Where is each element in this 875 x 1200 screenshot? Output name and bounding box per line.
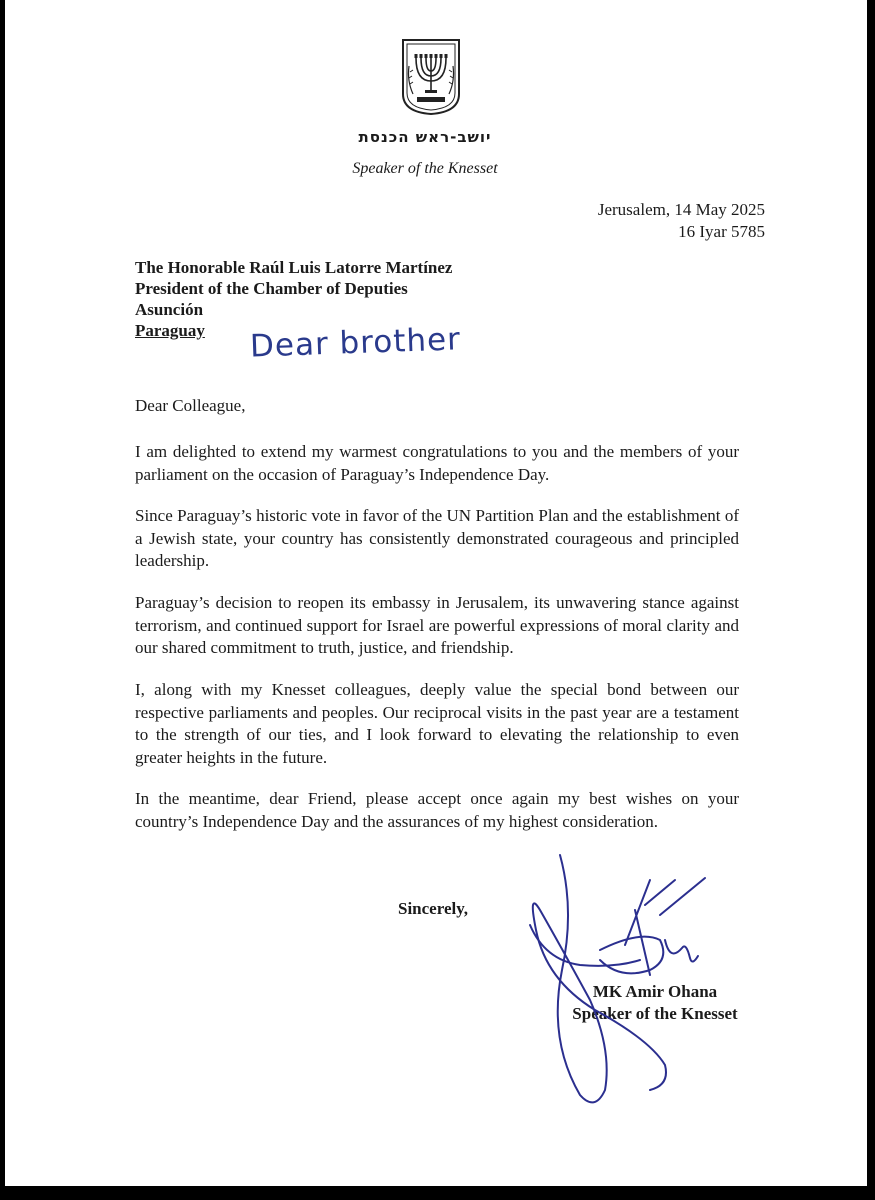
handwritten-note: Dear brother <box>249 321 462 365</box>
scan-edge-right <box>867 0 875 1200</box>
date-gregorian: Jerusalem, 14 May 2025 <box>597 200 765 219</box>
recipient-name: The Honorable Raúl Luis Latorre Martínez <box>135 258 453 277</box>
hebrew-title: יושב-ראש הכנסת <box>358 128 492 146</box>
signatory-name: MK Amir Ohana <box>592 982 718 1001</box>
body-paragraph-3: Paraguay’s decision to reopen its embassy in Jerusalem, its unwavering stance against terrorism, and continued support for Israel are powerful expressions of moral clarity and our shared commitment to truth, justice, and friendship. <box>135 593 739 657</box>
signature-icon <box>500 850 760 1110</box>
recipient-city: Asunción <box>135 300 204 319</box>
scan-edge-left <box>0 0 5 1200</box>
recipient-country: Paraguay <box>135 321 205 340</box>
body-paragraph-4: I, along with my Knesset colleagues, deeply value the special bond between our respective parliaments and peoples. Our reciprocal visits in the past year are a testament to the strength of our ties, and I look forward to elevating the relationship to even greater heights in the future. <box>135 680 739 767</box>
body-paragraph-2: Since Paraguay’s historic vote in favor of the UN Partition Plan and the establishment of a Jewish state, your country has consistently demonstrated courageous and principled leadership. <box>135 506 739 570</box>
salutation: Dear Colleague, <box>135 396 246 415</box>
date-block <box>500 199 765 243</box>
knesset-emblem-icon <box>399 36 463 116</box>
date-hebrew: 16 Iyar 5785 <box>678 222 765 241</box>
closing: Sincerely, <box>398 899 469 918</box>
recipient-title: President of the Chamber of Deputies <box>135 279 408 298</box>
body-paragraph-5: In the meantime, dear Friend, please accept once again my best wishes on your country’s Independence Day and the assurances of my highest consideration. <box>135 789 739 831</box>
letterhead-subtitle: Speaker of the Knesset <box>352 160 498 177</box>
body-paragraph-1: I am delighted to extend my warmest congratulations to you and the members of your parliament on the occasion of Paraguay’s Independence Day. <box>135 442 739 484</box>
scan-edge-bottom <box>0 1186 875 1200</box>
signatory-block <box>540 981 770 1025</box>
signatory-title: Speaker of the Knesset <box>572 1004 738 1023</box>
